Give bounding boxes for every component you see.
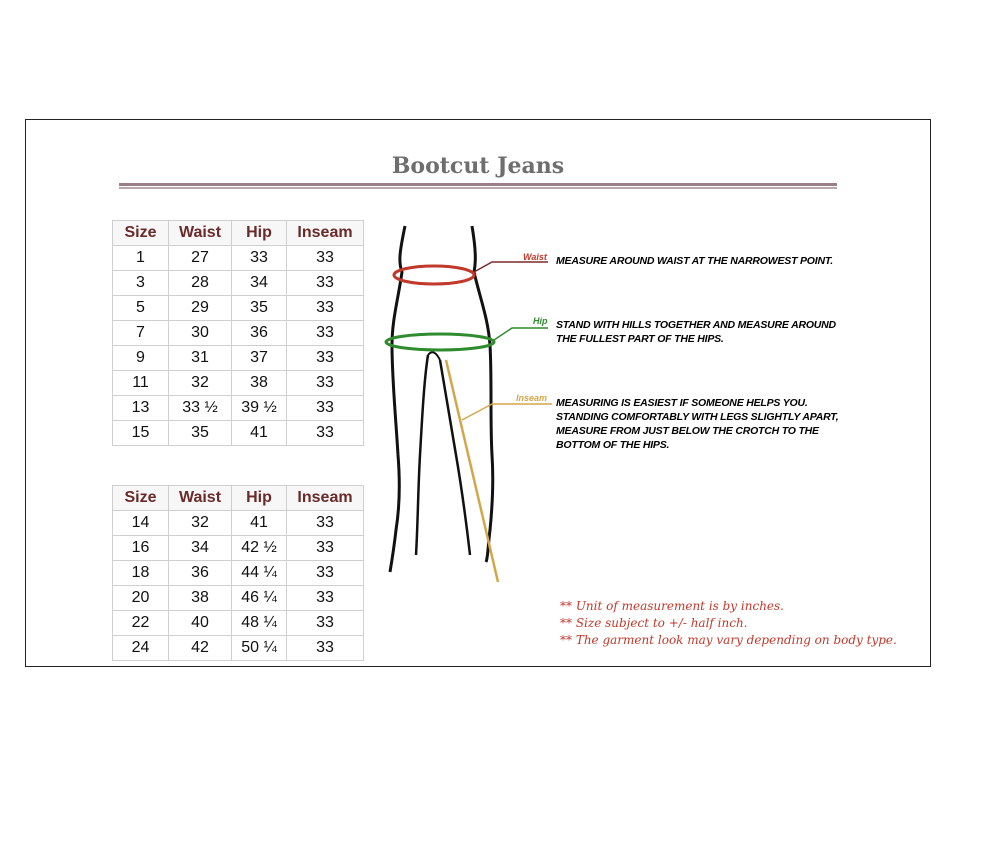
cell-hip: 36 (232, 321, 287, 346)
cell-inseam: 33 (287, 296, 364, 321)
hip-leader-line (494, 328, 548, 340)
cell-waist: 33 ½ (169, 396, 232, 421)
cell-waist: 34 (169, 536, 232, 561)
cell-waist: 28 (169, 271, 232, 296)
cell-waist: 30 (169, 321, 232, 346)
cell-inseam: 33 (287, 611, 364, 636)
cell-waist: 29 (169, 296, 232, 321)
cell-size: 24 (113, 636, 169, 661)
hip-instruction-line-1: STAND WITH HILLS TOGETHER AND MEASURE AROUND (556, 319, 836, 331)
col-hip: Hip (232, 221, 287, 246)
cell-inseam: 33 (287, 636, 364, 661)
cell-hip: 39 ½ (232, 396, 287, 421)
cell-hip: 48 ¼ (232, 611, 287, 636)
cell-inseam: 33 (287, 536, 364, 561)
cell-size: 3 (113, 271, 169, 296)
cell-size: 11 (113, 371, 169, 396)
cell-inseam: 33 (287, 396, 364, 421)
cell-hip: 50 ¼ (232, 636, 287, 661)
cell-inseam: 33 (287, 346, 364, 371)
cell-hip: 35 (232, 296, 287, 321)
col-hip: Hip (232, 486, 287, 511)
cell-size: 15 (113, 421, 169, 446)
col-inseam: Inseam (287, 486, 364, 511)
inseam-instruction-line-4: BOTTOM OF THE HIPS. (556, 439, 670, 451)
waist-label: Waist (523, 252, 547, 262)
cell-size: 22 (113, 611, 169, 636)
hip-instruction-line-2: THE FULLEST PART OF THE HIPS. (556, 333, 724, 345)
cell-waist: 42 (169, 636, 232, 661)
crotch-curve (428, 352, 440, 360)
note-body-type: ** The garment look may vary depending on body type. (560, 633, 897, 647)
cell-size: 18 (113, 561, 169, 586)
cell-hip: 46 ¼ (232, 586, 287, 611)
waist-instruction: MEASURE AROUND WAIST AT THE NARROWEST POINT. (556, 255, 834, 267)
cell-size: 9 (113, 346, 169, 371)
cell-waist: 31 (169, 346, 232, 371)
cell-inseam: 33 (287, 246, 364, 271)
col-waist: Waist (169, 486, 232, 511)
cell-waist: 27 (169, 246, 232, 271)
cell-inseam: 33 (287, 421, 364, 446)
cell-size: 14 (113, 511, 169, 536)
cell-size: 1 (113, 246, 169, 271)
cell-waist: 40 (169, 611, 232, 636)
footnotes (560, 598, 897, 649)
cell-hip: 38 (232, 371, 287, 396)
inseam-instruction-line-2: STANDING COMFORTABLY WITH LEGS SLIGHTLY APART, (556, 411, 839, 423)
cell-inseam: 33 (287, 561, 364, 586)
cell-inseam: 33 (287, 271, 364, 296)
note-unit: ** Unit of measurement is by inches. (560, 599, 784, 613)
waist-ring (394, 266, 474, 284)
cell-hip: 34 (232, 271, 287, 296)
cell-waist: 36 (169, 561, 232, 586)
cell-hip: 33 (232, 246, 287, 271)
cell-waist: 35 (169, 421, 232, 446)
inner-leg-left (416, 355, 428, 555)
cell-hip: 41 (232, 421, 287, 446)
cell-hip: 44 ¼ (232, 561, 287, 586)
col-size: Size (113, 486, 169, 511)
col-waist: Waist (169, 221, 232, 246)
inseam-instruction-line-1: MEASURING IS EASIEST IF SOMEONE HELPS YOU. (556, 397, 808, 409)
cell-size: 20 (113, 586, 169, 611)
cell-waist: 32 (169, 371, 232, 396)
cell-hip: 41 (232, 511, 287, 536)
chart-title: Bootcut Jeans (391, 153, 565, 179)
note-tolerance: ** Size subject to +/- half inch. (560, 616, 748, 630)
waist-leader-line (474, 262, 548, 272)
cell-waist: 38 (169, 586, 232, 611)
cell-inseam: 33 (287, 586, 364, 611)
inner-leg-right (440, 360, 470, 555)
cell-size: 5 (113, 296, 169, 321)
col-size: Size (113, 221, 169, 246)
col-inseam: Inseam (287, 221, 364, 246)
cell-waist: 32 (169, 511, 232, 536)
cell-size: 16 (113, 536, 169, 561)
cell-inseam: 33 (287, 511, 364, 536)
inseam-instruction-line-3: MEASURE FROM JUST BELOW THE CROTCH TO THE (556, 425, 819, 437)
cell-inseam: 33 (287, 321, 364, 346)
hip-ring (386, 334, 494, 350)
cell-hip: 42 ½ (232, 536, 287, 561)
cell-inseam: 33 (287, 371, 364, 396)
cell-size: 7 (113, 321, 169, 346)
cell-hip: 37 (232, 346, 287, 371)
hip-label: Hip (533, 316, 548, 326)
inseam-leader-line (462, 404, 552, 420)
cell-size: 13 (113, 396, 169, 421)
inseam-label: Inseam (516, 393, 548, 403)
